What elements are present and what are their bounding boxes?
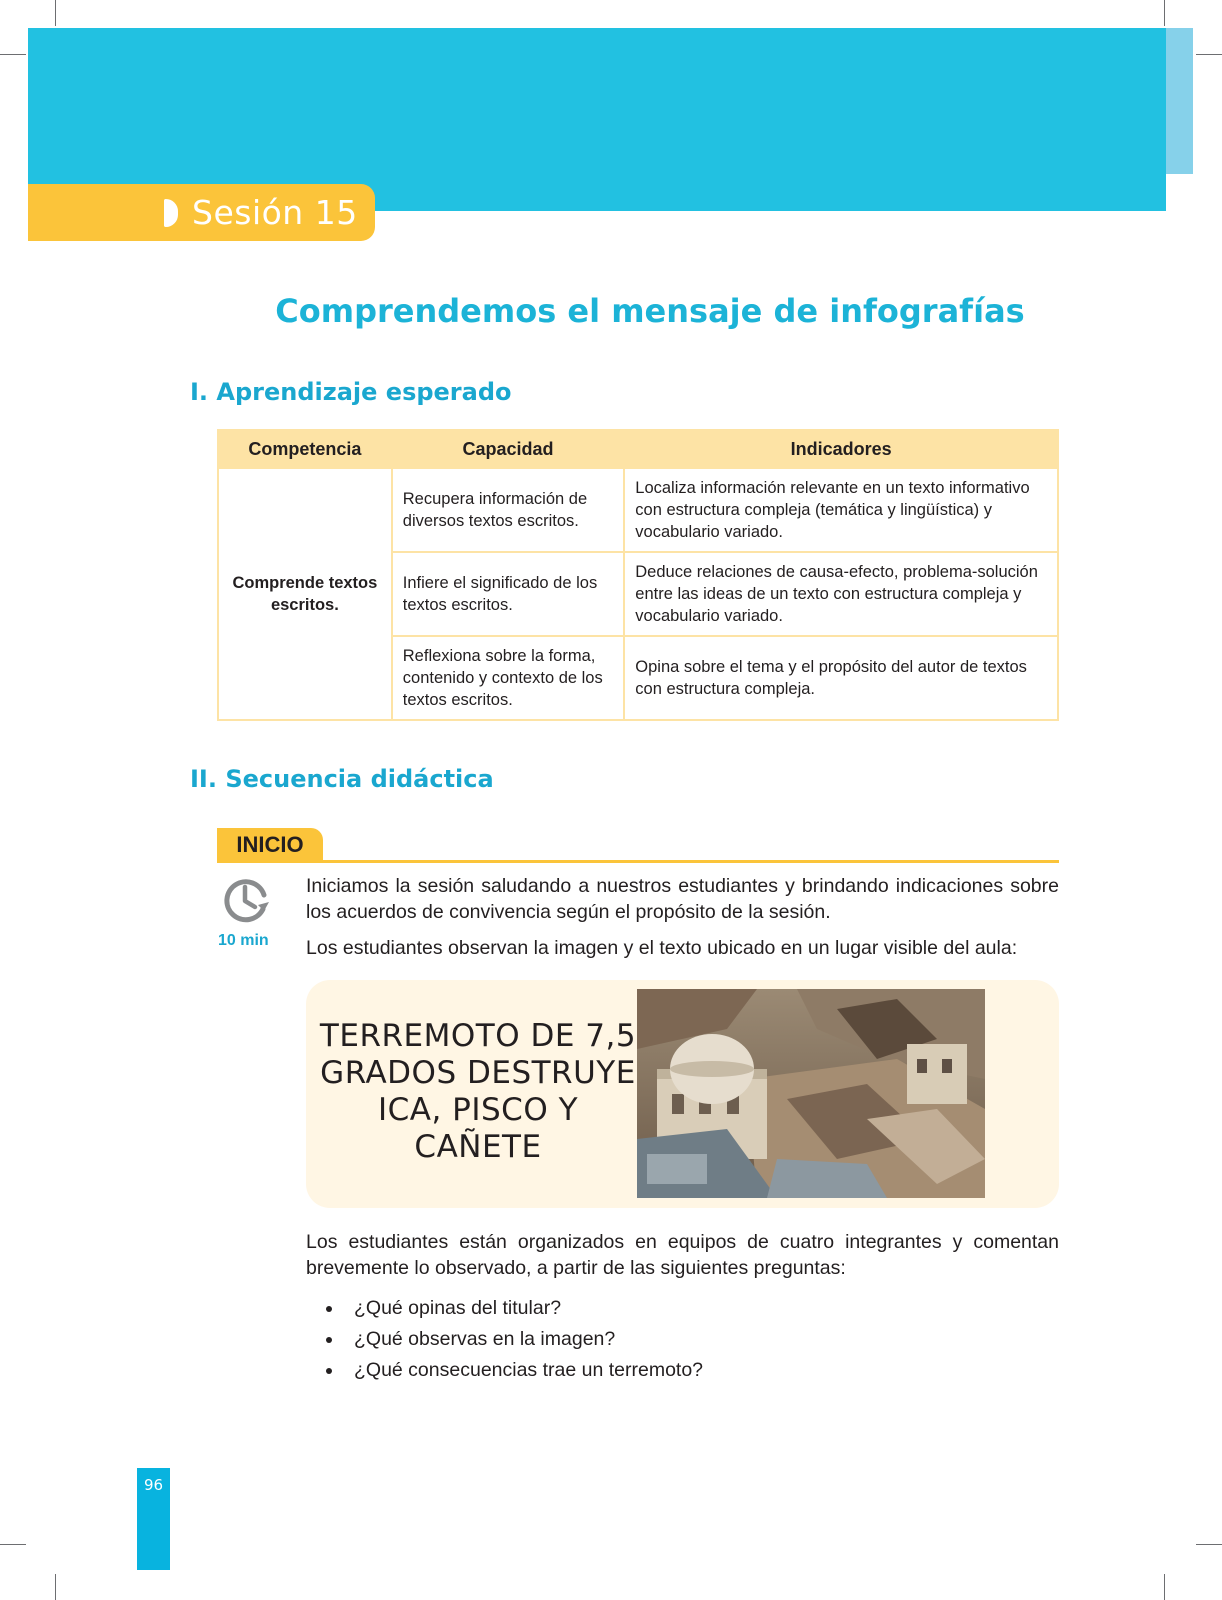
question-text: ¿Qué observas en la imagen?	[354, 1328, 616, 1350]
capacidad-cell: Reflexiona sobre la forma, contenido y contexto de los textos escritos.	[392, 636, 625, 720]
earthquake-photo	[637, 989, 985, 1198]
crop-mark	[55, 0, 56, 26]
table-row	[218, 468, 1058, 552]
paragraph-observe: Los estudiantes observan la imagen y el texto ubicado en un lugar visible del aula:	[306, 937, 1018, 959]
header-side-tab	[1166, 28, 1193, 174]
bullet-icon	[326, 1337, 332, 1343]
table-header-row	[218, 430, 1058, 468]
questions-list	[326, 1293, 703, 1386]
section-heading-aprendizaje: I. Aprendizaje esperado	[190, 378, 512, 406]
header-competencia: Competencia	[218, 430, 392, 468]
time-label: 10 min	[218, 932, 269, 949]
inicio-divider	[217, 860, 1059, 863]
crop-mark	[1196, 54, 1222, 55]
section-heading-secuencia: II. Secuencia didáctica	[190, 765, 494, 793]
crop-mark	[0, 1544, 26, 1545]
inicio-badge: INICIO	[217, 828, 323, 862]
header-capacidad: Capacidad	[392, 430, 625, 468]
indicador-cell: Localiza información relevante en un texto informativo con estructura compleja (temática y lingüística) y vocabulario variado.	[624, 468, 1058, 552]
session-badge	[28, 184, 375, 241]
indicador-cell: Deduce relaciones de causa-efecto, problema-solución entre las ideas de un texto con estructura compleja y vocabulario variado.	[624, 552, 1058, 636]
learning-table	[217, 429, 1059, 721]
list-item	[326, 1293, 703, 1324]
capacidad-cell: Infiere el significado de los textos escritos.	[392, 552, 625, 636]
session-label: Sesión 15	[192, 193, 358, 232]
page-title: Comprendemos el mensaje de infografías	[275, 292, 1025, 330]
crop-mark	[1196, 1544, 1222, 1545]
header-indicadores: Indicadores	[624, 430, 1058, 468]
crop-mark	[0, 54, 26, 55]
crop-mark	[1164, 1574, 1165, 1600]
crop-mark	[1164, 0, 1165, 26]
paragraph-intro: Iniciamos la sesión saludando a nuestros estudiantes y brindando indicaciones sobre los acuerdos de convivencia según el propósito de la sesión.	[306, 875, 1059, 923]
half-circle-icon	[164, 199, 178, 227]
page-number: 96	[143, 1476, 164, 1494]
question-text: ¿Qué consecuencias trae un terremoto?	[354, 1359, 704, 1381]
news-headline: TERREMOTO DE 7,5 GRADOS DESTRUYE ICA, PISCO Y CAÑETE	[319, 1018, 637, 1165]
capacidad-cell: Recupera información de diversos textos escritos.	[392, 468, 625, 552]
clock-icon	[222, 875, 272, 925]
paragraph-teams: Los estudiantes están organizados en equipos de cuatro integrantes y comentan brevemente lo observado, a partir de las siguientes preguntas:	[306, 1231, 1059, 1279]
bullet-icon	[326, 1368, 332, 1374]
indicador-cell: Opina sobre el tema y el propósito del autor de textos con estructura compleja.	[624, 636, 1058, 720]
list-item	[326, 1324, 703, 1355]
question-text: ¿Qué opinas del titular?	[354, 1297, 562, 1319]
list-item	[326, 1355, 703, 1386]
bullet-icon	[326, 1306, 332, 1312]
competencia-cell: Comprende textos escritos.	[218, 468, 392, 720]
crop-mark	[55, 1574, 56, 1600]
